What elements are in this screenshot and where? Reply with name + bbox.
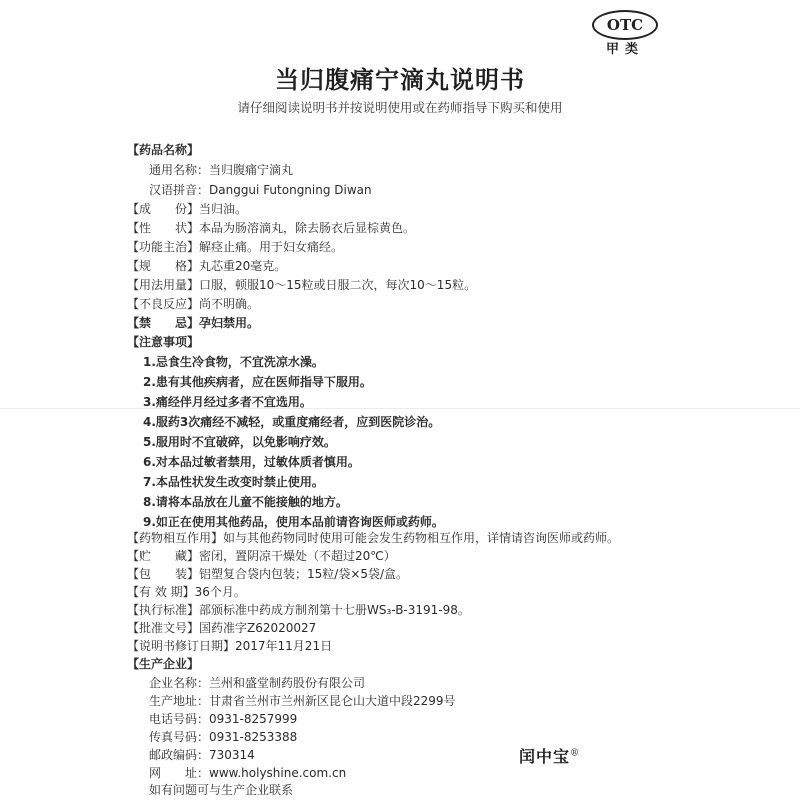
storage-field: 【贮 藏】密闭，置阴凉干燥处（不超过20℃） [127,549,396,563]
pinyin-name: 汉语拼音：Danggui Futongning Diwan [149,183,372,197]
precaution-item: 4.服药3次痛经不减轻，或重度痛经者，应到医院诊治。 [143,415,441,429]
brand-logo-text: 闰中宝 [519,747,571,766]
document-subtitle: 请仔细阅读说明书并按说明使用或在药师指导下购买和使用 [237,100,563,115]
revision-date-field: 【说明书修订日期】2017年11月21日 [127,639,333,653]
company-name: 企业名称：兰州和盛堂制药股份有限公司 [149,676,366,690]
specification-field: 【规 格】丸芯重20毫克。 [127,259,287,273]
postcode: 邮政编码：730314 [149,748,255,762]
contact-note: 如有问题可与生产企业联系 [149,783,294,797]
manufacturer-header: 【生产企业】 [127,657,200,671]
brand-logo [519,744,580,767]
precautions-header: 【注意事项】 [127,335,200,349]
precaution-item: 8.请将本品放在儿童不能接触的地方。 [143,495,348,509]
phone-number: 电话号码：0931-8257999 [149,712,298,726]
precaution-item: 9.如正在使用其他药品，使用本品前请咨询医师或药师。 [143,515,444,529]
precaution-item: 7.本品性状发生改变时禁止使用。 [143,475,324,489]
drug-name-header: 【药品名称】 [127,143,200,157]
ingredients-field: 【成 份】当归油。 [127,202,248,216]
precaution-item: 2.患有其他疾病者，应在医师指导下服用。 [143,375,372,389]
registered-mark: ® [570,748,581,759]
indications-field: 【功能主治】解痉止痛。用于妇女痛经。 [127,240,344,254]
fax-number: 传真号码：0931-8253388 [149,730,298,744]
otc-badge [592,10,658,40]
interactions-field: 【药物相互作用】如与其他药物同时使用可能会发生药物相互作用，详情请咨询医师或药师。 [127,531,620,545]
precaution-item: 3.痛经伴月经过多者不宜选用。 [143,395,312,409]
contraindications-field: 【禁 忌】孕妇禁用。 [127,316,260,330]
validity-field: 【有 效 期】36个月。 [127,585,246,599]
precaution-item: 6.对本品过敏者禁用，过敏体质者慎用。 [143,455,360,469]
document-title: 当归腹痛宁滴丸说明书 [275,66,525,94]
precaution-item: 1.忌食生冷食物，不宜洗凉水澡。 [143,355,324,369]
generic-name: 通用名称：当归腹痛宁滴丸 [149,163,294,177]
approval-field: 【批准文号】国药准字Z62020027 [127,621,317,635]
standard-field: 【执行标准】部颁标准中药成方制剂第十七册WS₃-B-3191-98。 [127,603,470,617]
precaution-item: 5.服用时不宜破碎，以免影响疗效。 [143,435,336,449]
package-field: 【包 装】铝塑复合袋内包装；15粒/袋×5袋/盒。 [127,567,409,581]
production-address: 生产地址：甘肃省兰州市兰州新区昆仑山大道中段2299号 [149,694,456,708]
otc-category: 甲类 [606,42,645,57]
fold-line [0,408,800,409]
website: 网 址：www.holyshine.com.cn [149,766,347,780]
adverse-reactions-field: 【不良反应】尚不明确。 [127,297,260,311]
description-field: 【性 状】本品为肠溶滴丸，除去肠衣后显棕黄色。 [127,221,416,235]
dosage-field: 【用法用量】口服，顿服10～15粒或日服二次，每次10～15粒。 [127,278,477,292]
otc-badge-text: OTC [606,16,644,34]
